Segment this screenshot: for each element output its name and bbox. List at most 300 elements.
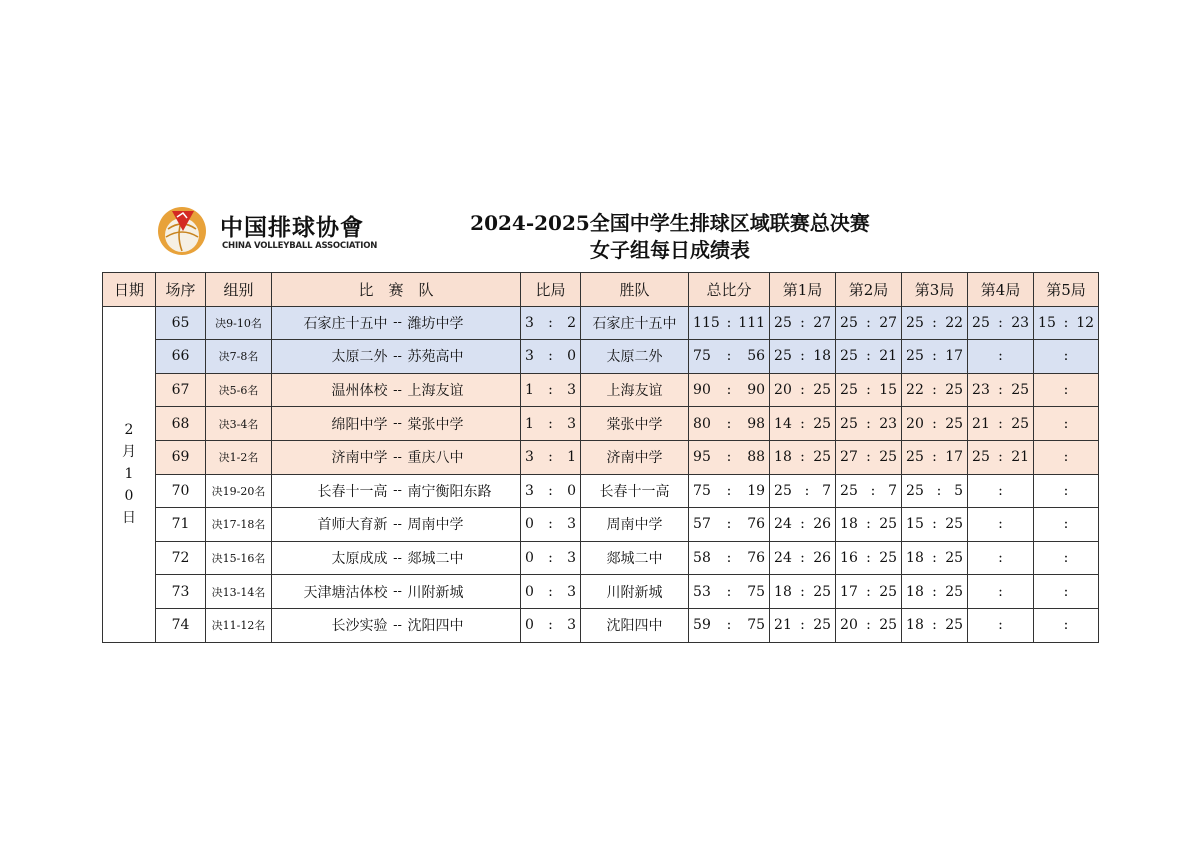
match-number: 74 bbox=[156, 608, 206, 642]
set-score-s1 bbox=[770, 474, 836, 508]
score-left: 3 bbox=[525, 348, 534, 365]
score-right: 26 bbox=[813, 516, 832, 533]
score-colon: : bbox=[866, 550, 871, 567]
score-left: 57 bbox=[693, 516, 711, 533]
score-colon: : bbox=[998, 415, 1003, 432]
score-left: 14 bbox=[774, 415, 792, 432]
team-b: 川附新城 bbox=[406, 575, 521, 609]
score-right: 25 bbox=[945, 382, 964, 399]
date-cell bbox=[103, 306, 156, 642]
date-char: 日 bbox=[122, 510, 136, 527]
score-left: 53 bbox=[693, 583, 711, 600]
score-left: 23 bbox=[972, 382, 990, 399]
score-colon: : bbox=[870, 482, 876, 499]
score-colon: : bbox=[932, 617, 937, 634]
score-left: 80 bbox=[693, 415, 711, 432]
score-right: 22 bbox=[945, 314, 964, 331]
set-score-s4 bbox=[968, 306, 1034, 340]
score-right: 19 bbox=[747, 482, 766, 499]
header-set4: 第4局 bbox=[968, 273, 1034, 307]
team-b: 南宁衡阳东路 bbox=[406, 474, 521, 508]
score-colon: : bbox=[726, 550, 732, 567]
set-score-s4 bbox=[968, 407, 1034, 441]
score-left: 0 bbox=[525, 617, 534, 634]
score-colon: : bbox=[866, 415, 871, 432]
set-score-s3 bbox=[902, 306, 968, 340]
match-group: 决17-18名 bbox=[206, 508, 272, 542]
vs-separator: -- bbox=[390, 608, 406, 642]
score-colon: : bbox=[1063, 617, 1069, 634]
team-a: 太原二外 bbox=[272, 340, 390, 374]
table-row bbox=[103, 306, 1099, 340]
table-row bbox=[103, 407, 1099, 441]
team-b: 苏苑高中 bbox=[406, 340, 521, 374]
match-group: 决3-4名 bbox=[206, 407, 272, 441]
set-score-s3 bbox=[902, 340, 968, 374]
score-colon: : bbox=[726, 348, 732, 365]
score-colon: : bbox=[1063, 449, 1069, 466]
winner: 郯城二中 bbox=[581, 541, 689, 575]
score-left: 58 bbox=[693, 550, 711, 567]
winner: 川附新城 bbox=[581, 575, 689, 609]
team-a: 济南中学 bbox=[272, 440, 390, 474]
score-colon: : bbox=[866, 314, 871, 331]
set-score-s3 bbox=[902, 608, 968, 642]
score-right: 17 bbox=[945, 348, 964, 365]
score-right: 15 bbox=[879, 382, 898, 399]
set-score-s4 bbox=[968, 608, 1034, 642]
score-left: 25 bbox=[774, 482, 792, 499]
set-score-s3 bbox=[902, 575, 968, 609]
score-colon: : bbox=[866, 449, 871, 466]
winner: 济南中学 bbox=[581, 440, 689, 474]
score-right: 3 bbox=[567, 583, 577, 600]
score-left: 18 bbox=[774, 449, 792, 466]
score-right: 25 bbox=[879, 583, 898, 600]
vs-separator: -- bbox=[390, 440, 406, 474]
set-result bbox=[521, 508, 581, 542]
total-score bbox=[689, 608, 770, 642]
score-right: 25 bbox=[813, 617, 832, 634]
logo-english-text: CHINA VOLLEYBALL ASSOCIATION bbox=[222, 241, 378, 251]
score-right: 27 bbox=[879, 314, 898, 331]
score-colon: : bbox=[1063, 482, 1069, 499]
score-colon: : bbox=[548, 382, 553, 399]
table-row bbox=[103, 541, 1099, 575]
score-right: 3 bbox=[567, 617, 577, 634]
score-right: 25 bbox=[879, 617, 898, 634]
score-left: 22 bbox=[906, 382, 924, 399]
match-number: 67 bbox=[156, 373, 206, 407]
team-a: 首师大育新 bbox=[272, 508, 390, 542]
score-colon: : bbox=[866, 348, 871, 365]
set-result bbox=[521, 575, 581, 609]
score-left: 18 bbox=[840, 516, 858, 533]
header-date: 日期 bbox=[103, 273, 156, 307]
total-score bbox=[689, 340, 770, 374]
score-right: 90 bbox=[747, 382, 766, 399]
score-left: 95 bbox=[693, 449, 711, 466]
score-left: 0 bbox=[525, 583, 534, 600]
set-score-s1 bbox=[770, 340, 836, 374]
team-b: 棠张中学 bbox=[406, 407, 521, 441]
winner: 石家庄十五中 bbox=[581, 306, 689, 340]
table-row bbox=[103, 508, 1099, 542]
set-score-s5 bbox=[1034, 474, 1099, 508]
match-group: 决1-2名 bbox=[206, 440, 272, 474]
score-right: 25 bbox=[879, 550, 898, 567]
score-colon: : bbox=[548, 314, 553, 331]
score-right: 76 bbox=[747, 550, 766, 567]
set-score-s4 bbox=[968, 575, 1034, 609]
set-score-s1 bbox=[770, 440, 836, 474]
score-colon: : bbox=[1063, 314, 1069, 331]
set-score-s2 bbox=[836, 306, 902, 340]
team-a: 长沙实验 bbox=[272, 608, 390, 642]
score-colon: : bbox=[548, 348, 553, 365]
score-left: 18 bbox=[906, 583, 924, 600]
set-score-s1 bbox=[770, 508, 836, 542]
score-colon: : bbox=[800, 348, 805, 365]
score-left: 90 bbox=[693, 382, 711, 399]
score-right: 12 bbox=[1076, 314, 1095, 331]
score-right: 25 bbox=[813, 415, 832, 432]
date-char: 0 bbox=[124, 488, 134, 505]
set-score-s1 bbox=[770, 373, 836, 407]
score-right: 25 bbox=[1011, 415, 1030, 432]
score-colon: : bbox=[866, 516, 871, 533]
score-colon: : bbox=[726, 314, 732, 331]
score-colon: : bbox=[866, 583, 871, 600]
score-right: 25 bbox=[945, 550, 964, 567]
score-colon: : bbox=[800, 550, 805, 567]
total-score bbox=[689, 407, 770, 441]
set-score-s2 bbox=[836, 575, 902, 609]
score-right: 25 bbox=[945, 617, 964, 634]
score-left: 20 bbox=[840, 617, 858, 634]
score-right: 23 bbox=[879, 415, 898, 432]
score-right: 23 bbox=[1011, 314, 1030, 331]
score-colon: : bbox=[726, 516, 732, 533]
score-left: 1 bbox=[525, 382, 534, 399]
score-left: 21 bbox=[774, 617, 792, 634]
score-right: 5 bbox=[954, 482, 964, 499]
set-score-s1 bbox=[770, 575, 836, 609]
score-left: 25 bbox=[840, 382, 858, 399]
score-left: 17 bbox=[840, 583, 858, 600]
score-colon: : bbox=[932, 314, 937, 331]
team-a: 石家庄十五中 bbox=[272, 306, 390, 340]
score-left: 25 bbox=[774, 314, 792, 331]
match-group: 决5-6名 bbox=[206, 373, 272, 407]
winner: 长春十一高 bbox=[581, 474, 689, 508]
set-score-s2 bbox=[836, 508, 902, 542]
score-colon: : bbox=[1063, 516, 1069, 533]
score-right: 21 bbox=[1011, 449, 1030, 466]
score-colon: : bbox=[726, 583, 732, 600]
header-set3: 第3局 bbox=[902, 273, 968, 307]
score-colon: : bbox=[932, 382, 937, 399]
score-colon: : bbox=[726, 415, 732, 432]
score-left: 1 bbox=[525, 415, 534, 432]
score-left: 25 bbox=[906, 449, 924, 466]
score-colon: : bbox=[800, 516, 805, 533]
score-left: 25 bbox=[840, 314, 858, 331]
score-colon: : bbox=[932, 583, 937, 600]
score-right: 7 bbox=[888, 482, 898, 499]
score-colon: : bbox=[726, 617, 732, 634]
score-right: 25 bbox=[1011, 382, 1030, 399]
score-colon: : bbox=[932, 449, 937, 466]
match-group: 决15-16名 bbox=[206, 541, 272, 575]
score-left: 25 bbox=[840, 482, 858, 499]
team-b: 郯城二中 bbox=[406, 541, 521, 575]
set-score-s5 bbox=[1034, 575, 1099, 609]
score-left: 59 bbox=[693, 617, 711, 634]
score-colon: : bbox=[800, 382, 805, 399]
score-colon: : bbox=[1063, 348, 1069, 365]
score-left: 0 bbox=[525, 550, 534, 567]
score-colon: : bbox=[998, 382, 1003, 399]
score-left: 25 bbox=[840, 348, 858, 365]
team-a: 天津塘沽体校 bbox=[272, 575, 390, 609]
score-right: 25 bbox=[813, 382, 832, 399]
score-left: 18 bbox=[906, 550, 924, 567]
score-colon: : bbox=[1063, 550, 1069, 567]
table-row bbox=[103, 575, 1099, 609]
score-left: 27 bbox=[840, 449, 858, 466]
score-right: 25 bbox=[879, 449, 898, 466]
score-right: 1 bbox=[567, 449, 577, 466]
score-left: 75 bbox=[693, 348, 711, 365]
match-number: 69 bbox=[156, 440, 206, 474]
score-colon: : bbox=[548, 583, 553, 600]
score-colon: : bbox=[998, 482, 1003, 499]
score-colon: : bbox=[998, 449, 1003, 466]
table-row bbox=[103, 608, 1099, 642]
score-right: 0 bbox=[567, 348, 577, 365]
set-result bbox=[521, 474, 581, 508]
match-group: 决7-8名 bbox=[206, 340, 272, 374]
score-right: 17 bbox=[945, 449, 964, 466]
score-right: 25 bbox=[879, 516, 898, 533]
match-number: 66 bbox=[156, 340, 206, 374]
team-b: 上海友谊 bbox=[406, 373, 521, 407]
score-right: 25 bbox=[945, 583, 964, 600]
score-left: 15 bbox=[906, 516, 924, 533]
match-number: 65 bbox=[156, 306, 206, 340]
score-colon: : bbox=[936, 482, 942, 499]
set-score-s2 bbox=[836, 373, 902, 407]
score-right: 0 bbox=[567, 482, 577, 499]
set-result bbox=[521, 306, 581, 340]
set-score-s4 bbox=[968, 474, 1034, 508]
vs-separator: -- bbox=[390, 373, 406, 407]
total-score bbox=[689, 474, 770, 508]
set-score-s1 bbox=[770, 407, 836, 441]
header-set2: 第2局 bbox=[836, 273, 902, 307]
score-colon: : bbox=[1063, 382, 1069, 399]
set-score-s3 bbox=[902, 440, 968, 474]
score-left: 3 bbox=[525, 482, 534, 499]
score-right: 2 bbox=[567, 314, 577, 331]
match-number: 73 bbox=[156, 575, 206, 609]
team-a: 温州体校 bbox=[272, 373, 390, 407]
header-teams: 比 赛 队 bbox=[272, 273, 521, 307]
header-winner: 胜队 bbox=[581, 273, 689, 307]
score-right: 18 bbox=[813, 348, 832, 365]
score-right: 75 bbox=[747, 617, 766, 634]
score-left: 25 bbox=[906, 314, 924, 331]
set-score-s5 bbox=[1034, 340, 1099, 374]
score-right: 98 bbox=[747, 415, 766, 432]
winner: 棠张中学 bbox=[581, 407, 689, 441]
set-score-s2 bbox=[836, 407, 902, 441]
score-colon: : bbox=[998, 348, 1003, 365]
set-score-s2 bbox=[836, 474, 902, 508]
score-left: 0 bbox=[525, 516, 534, 533]
table-row bbox=[103, 440, 1099, 474]
set-score-s2 bbox=[836, 541, 902, 575]
set-score-s4 bbox=[968, 373, 1034, 407]
score-left: 75 bbox=[693, 482, 711, 499]
score-colon: : bbox=[932, 348, 937, 365]
total-score bbox=[689, 575, 770, 609]
score-left: 115 bbox=[693, 314, 720, 331]
set-score-s5 bbox=[1034, 306, 1099, 340]
vs-separator: -- bbox=[390, 541, 406, 575]
score-left: 25 bbox=[972, 449, 990, 466]
header-set5: 第5局 bbox=[1034, 273, 1099, 307]
match-group: 决19-20名 bbox=[206, 474, 272, 508]
winner: 周南中学 bbox=[581, 508, 689, 542]
score-right: 111 bbox=[738, 314, 766, 331]
score-right: 3 bbox=[567, 550, 577, 567]
winner: 上海友谊 bbox=[581, 373, 689, 407]
score-colon: : bbox=[998, 583, 1003, 600]
score-left: 21 bbox=[972, 415, 990, 432]
set-result bbox=[521, 440, 581, 474]
set-score-s3 bbox=[902, 474, 968, 508]
score-left: 18 bbox=[906, 617, 924, 634]
score-colon: : bbox=[998, 617, 1003, 634]
table-row bbox=[103, 474, 1099, 508]
score-left: 3 bbox=[525, 449, 534, 466]
set-score-s4 bbox=[968, 508, 1034, 542]
set-score-s2 bbox=[836, 440, 902, 474]
results-table bbox=[102, 272, 1099, 643]
score-colon: : bbox=[800, 449, 805, 466]
match-group: 决9-10名 bbox=[206, 306, 272, 340]
match-group: 决11-12名 bbox=[206, 608, 272, 642]
score-colon: : bbox=[800, 617, 805, 634]
score-colon: : bbox=[548, 617, 553, 634]
team-a: 长春十一高 bbox=[272, 474, 390, 508]
score-colon: : bbox=[800, 415, 805, 432]
set-score-s5 bbox=[1034, 608, 1099, 642]
set-score-s5 bbox=[1034, 440, 1099, 474]
team-b: 重庆八中 bbox=[406, 440, 521, 474]
set-score-s1 bbox=[770, 608, 836, 642]
score-colon: : bbox=[726, 482, 732, 499]
score-left: 20 bbox=[774, 382, 792, 399]
team-b: 沈阳四中 bbox=[406, 608, 521, 642]
score-left: 24 bbox=[774, 516, 792, 533]
set-score-s3 bbox=[902, 407, 968, 441]
score-right: 25 bbox=[945, 516, 964, 533]
set-score-s3 bbox=[902, 508, 968, 542]
score-colon: : bbox=[726, 382, 732, 399]
table-row bbox=[103, 340, 1099, 374]
score-left: 18 bbox=[774, 583, 792, 600]
logo-chinese-text: 中国排球协會 bbox=[220, 215, 364, 241]
score-colon: : bbox=[998, 550, 1003, 567]
team-a: 绵阳中学 bbox=[272, 407, 390, 441]
score-colon: : bbox=[1063, 415, 1069, 432]
vs-separator: -- bbox=[390, 474, 406, 508]
score-right: 7 bbox=[822, 482, 832, 499]
score-right: 25 bbox=[813, 449, 832, 466]
score-left: 25 bbox=[840, 415, 858, 432]
score-right: 3 bbox=[567, 516, 577, 533]
score-colon: : bbox=[804, 482, 810, 499]
score-colon: : bbox=[548, 550, 553, 567]
total-score bbox=[689, 440, 770, 474]
match-group: 决13-14名 bbox=[206, 575, 272, 609]
score-colon: : bbox=[548, 516, 553, 533]
score-right: 3 bbox=[567, 415, 577, 432]
score-colon: : bbox=[866, 617, 871, 634]
score-colon: : bbox=[998, 314, 1003, 331]
score-colon: : bbox=[548, 449, 553, 466]
score-right: 56 bbox=[747, 348, 766, 365]
match-number: 68 bbox=[156, 407, 206, 441]
vs-separator: -- bbox=[390, 508, 406, 542]
set-score-s3 bbox=[902, 373, 968, 407]
score-right: 25 bbox=[813, 583, 832, 600]
score-colon: : bbox=[548, 415, 553, 432]
winner: 太原二外 bbox=[581, 340, 689, 374]
score-colon: : bbox=[998, 516, 1003, 533]
set-score-s5 bbox=[1034, 508, 1099, 542]
match-number: 72 bbox=[156, 541, 206, 575]
vs-separator: -- bbox=[390, 306, 406, 340]
set-score-s5 bbox=[1034, 373, 1099, 407]
vs-separator: -- bbox=[390, 407, 406, 441]
score-right: 21 bbox=[879, 348, 898, 365]
vs-separator: -- bbox=[390, 340, 406, 374]
team-b: 潍坊中学 bbox=[406, 306, 521, 340]
set-score-s1 bbox=[770, 541, 836, 575]
set-score-s5 bbox=[1034, 407, 1099, 441]
set-result bbox=[521, 407, 581, 441]
score-left: 16 bbox=[840, 550, 858, 567]
score-colon: : bbox=[800, 583, 805, 600]
score-right: 88 bbox=[747, 449, 766, 466]
table-header-row bbox=[103, 273, 1099, 307]
score-right: 26 bbox=[813, 550, 832, 567]
set-result bbox=[521, 608, 581, 642]
score-colon: : bbox=[932, 415, 937, 432]
score-colon: : bbox=[866, 382, 871, 399]
set-score-s4 bbox=[968, 541, 1034, 575]
score-right: 76 bbox=[747, 516, 766, 533]
score-left: 3 bbox=[525, 314, 534, 331]
total-score bbox=[689, 508, 770, 542]
set-score-s4 bbox=[968, 340, 1034, 374]
team-b: 周南中学 bbox=[406, 508, 521, 542]
cva-logo bbox=[156, 205, 378, 257]
